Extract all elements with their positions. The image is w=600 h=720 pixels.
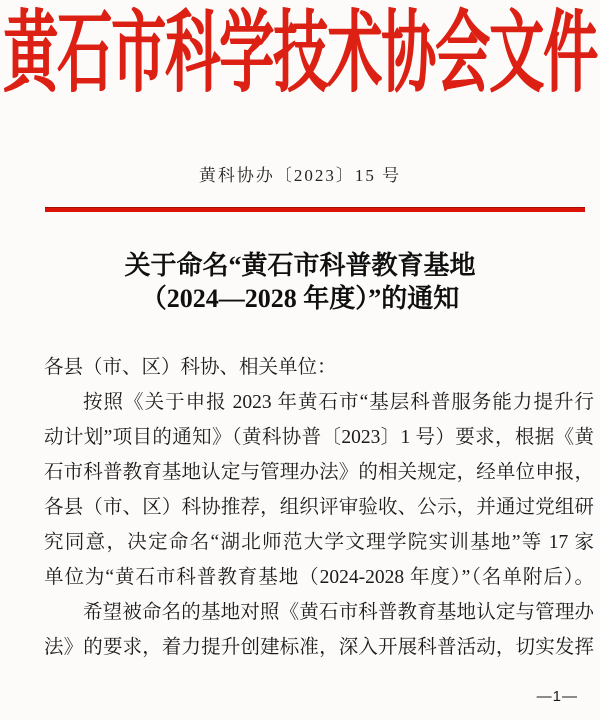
- document-reference-number: 黄科协办〔2023〕15 号: [198, 166, 402, 185]
- body-line: 究同意，决定命名“湖北师范大学文理学院实训基地”等 17 家: [44, 532, 594, 553]
- notice-title-line2: （2024—2028 年度）”的通知: [140, 284, 460, 313]
- notice-title-line1: 关于命名“黄石市科普教育基地: [124, 251, 476, 280]
- document-body: [44, 350, 594, 665]
- body-line: 希望被命名的基地对照《黄石市科普教育基地认定与管理办: [83, 602, 594, 623]
- body-line: 单位为“黄石市科普教育基地（2024-2028 年度）”（名单附后）。: [44, 567, 594, 588]
- red-letterhead-title: 黄石市科学技术协会文件: [2, 4, 597, 103]
- salutation-line: 各县（市、区）科协、相关单位：: [44, 357, 337, 378]
- body-line: 动计划”项目的通知》（黄科协普〔2023〕1 号）要求，根据《黄: [44, 427, 594, 448]
- body-line: 石市科普教育基地认定与管理办法》的相关规定，经单位申报，: [44, 462, 594, 483]
- red-divider-line: [45, 207, 585, 212]
- body-line: 法》的要求，着力提升创建标准，深入开展科普活动，切实发挥: [44, 637, 594, 658]
- notice-title: [0, 249, 600, 315]
- page-number: —1—: [536, 688, 578, 705]
- body-line: 按照《关于申报 2023 年黄石市“基层科普服务能力提升行: [83, 392, 594, 413]
- body-line: 各县（市、区）科协推荐，组织评审验收、公示，并通过党组研: [44, 497, 594, 518]
